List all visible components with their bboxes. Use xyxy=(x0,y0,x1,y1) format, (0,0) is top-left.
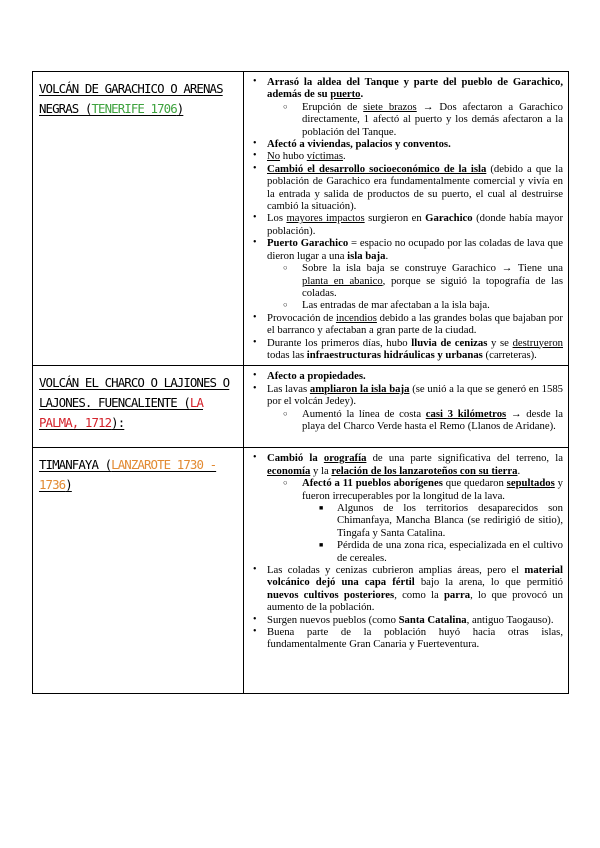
volcano-heading xyxy=(39,373,237,433)
bullet-list-level-1 xyxy=(244,76,563,361)
text-run: orografía xyxy=(323,452,367,465)
volcano-row xyxy=(33,366,569,448)
list-item xyxy=(244,383,563,433)
text-run: → desde la playa del Charco Verde hasta el Remo (Llanos de Aridane). xyxy=(302,407,564,432)
list-item xyxy=(244,452,563,564)
list-item xyxy=(316,502,563,539)
text-run: . xyxy=(360,88,364,101)
text-run: Durante los primeros días, hubo xyxy=(267,336,412,349)
text-run: (se unió a la que se generó en 1585 por el volcán Jedey). xyxy=(267,382,564,408)
text-run: Buena parte de la población huyó hacia otras islas, fundamentalmente Gran Canaria y Fuerteventura. xyxy=(267,626,563,651)
text-run: parra xyxy=(443,588,471,601)
text-run: Pérdida de una zona rica, especializada en el cultivo de cereales. xyxy=(337,539,563,564)
bullet-list-level-2 xyxy=(267,101,563,138)
text-run: No xyxy=(267,150,281,163)
text-run: de una parte significativa del terreno, la xyxy=(366,452,563,465)
heading-place-year: LA PALMA, 1712 xyxy=(39,395,204,431)
text-run: y la xyxy=(310,464,332,477)
text-run: Afectó a viviendas, palacios y conventos. xyxy=(267,138,451,151)
text-run: isla baja xyxy=(347,249,386,262)
text-run: relación de los lanzaroteños con su tierra xyxy=(331,464,518,477)
list-item xyxy=(244,150,563,162)
text-run: . xyxy=(343,150,346,163)
text-run: Los xyxy=(267,212,287,225)
text-run: y fueron irrecuperables por la longitud de la lava. xyxy=(302,477,564,502)
text-run: Erupción de xyxy=(302,100,364,113)
text-run: incendios xyxy=(335,311,377,324)
volcano-heading-cell xyxy=(33,72,244,366)
text-run: puerto xyxy=(330,88,361,101)
text-run: Las coladas y cenizas cubrieron amplias áreas, pero el xyxy=(267,564,525,576)
heading-place-year: TENERIFE 1706 xyxy=(91,101,177,116)
text-run: Aumentó la línea de costa xyxy=(302,407,426,420)
list-item xyxy=(281,299,563,311)
text-run: y se xyxy=(487,336,513,349)
text-run: Las lavas xyxy=(267,382,310,395)
bullet-list-level-2 xyxy=(267,477,563,564)
list-item xyxy=(244,626,563,651)
text-run: víctimas xyxy=(306,150,343,163)
volcano-table xyxy=(32,71,569,694)
volcano-heading-cell xyxy=(33,366,244,448)
text-run: economía xyxy=(267,464,311,477)
text-run: material volcánico dejó una capa fértil xyxy=(267,564,563,589)
bullet-list-level-3 xyxy=(302,502,563,564)
list-item xyxy=(244,370,563,382)
text-run: mayores impactos xyxy=(286,212,365,225)
text-run: , antiguo Taogauso). xyxy=(466,613,554,626)
list-item xyxy=(244,564,563,614)
list-item xyxy=(244,212,563,237)
list-item xyxy=(244,76,563,138)
text-run: sepultados xyxy=(506,477,555,490)
text-run: planta en abanico xyxy=(302,274,383,287)
volcano-effects-cell xyxy=(244,72,569,366)
volcano-row xyxy=(33,72,569,366)
text-run: = espacio no ocupado por las coladas de lava que dieron lugar a una xyxy=(267,237,563,262)
text-run: debido a las grandes bolas que bajaban por el barranco y afectaban a gran parte de la ciudad. xyxy=(267,311,563,337)
text-run: nuevos cultivos posteriores xyxy=(267,588,395,601)
bullet-list-level-2 xyxy=(267,408,563,433)
list-item xyxy=(281,477,563,564)
text-run: surgieron en xyxy=(364,212,426,225)
list-item xyxy=(316,539,563,564)
volcano-heading-cell xyxy=(33,448,244,694)
text-run: casi 3 kilómetros xyxy=(425,407,507,420)
text-run: Algunos de los territorios desaparecidos son Chimanfaya, Mancha Blanca (se redirigió de sitio), Tingafa y Santa Catalina. xyxy=(337,501,563,539)
text-run: bajo la arena, lo que permitió xyxy=(414,576,563,589)
text-run: Garachico xyxy=(425,212,473,225)
text-run: , porque se siguió la topografía de las coladas. xyxy=(302,274,563,299)
text-run: que quedaron xyxy=(442,477,507,490)
list-item xyxy=(244,312,563,337)
text-run: Arrasó la aldea del Tanque y parte del pueblo de Garachico, además de su xyxy=(267,76,563,101)
text-run: lluvia de cenizas xyxy=(411,336,488,349)
heading-suffix: ) xyxy=(65,477,72,493)
text-run: ampliaron la isla baja xyxy=(309,382,410,395)
list-item xyxy=(244,337,563,362)
volcano-heading xyxy=(39,455,237,495)
text-run: , lo que provocó un aumento de la población. xyxy=(267,588,563,614)
heading-name: TIMANFAYA ( xyxy=(39,457,112,473)
text-run: hubo xyxy=(280,150,307,163)
text-run: (carreteras). xyxy=(482,348,537,361)
list-item xyxy=(244,237,563,311)
text-run: (debido a que la población de Garachico era fundamentalmente comercial y vivía en la entrada y salida de productos de su puerto, el cual al destruirse cambió la situación). xyxy=(267,162,563,213)
text-run: Cambió la xyxy=(267,452,324,465)
heading-place-year: LANZAROTE 1730 - 1736 xyxy=(39,457,217,493)
bullet-list-level-1 xyxy=(244,370,563,432)
text-run: Surgen nuevos pueblos (como xyxy=(267,613,399,626)
volcano-effects-cell xyxy=(244,366,569,448)
text-run: → Dos afectaron a Garachico directamente, 1 afectó al puerto y los demás afectaron a la población del Tanque. xyxy=(302,100,564,138)
list-item xyxy=(244,614,563,626)
bullet-list-level-2 xyxy=(267,262,563,312)
volcano-effects-cell xyxy=(244,448,569,694)
text-run: destruyeron xyxy=(512,336,564,349)
text-run: siete brazos xyxy=(363,100,417,113)
text-run: infraestructuras hidráulicas y urbanas xyxy=(306,348,483,361)
text-run: Cambió el desarrollo socioeconómico de la isla xyxy=(267,162,487,175)
text-run: (donde había mayor población). xyxy=(267,212,564,237)
list-item xyxy=(281,408,563,433)
text-run: Provocación de xyxy=(267,311,336,324)
heading-name: VOLCÁN DE GARACHICO O ARENAS NEGRAS ( xyxy=(39,81,223,116)
list-item xyxy=(281,262,563,299)
text-run: Afectó a 11 pueblos aborígenes xyxy=(302,477,443,490)
text-run: , como la xyxy=(394,588,444,601)
text-run: . xyxy=(517,464,521,477)
text-run: Santa Catalina xyxy=(398,613,467,626)
heading-suffix: ): xyxy=(111,415,125,431)
text-run: . xyxy=(385,249,389,262)
text-run: Puerto Garachico xyxy=(267,237,349,250)
volcano-row xyxy=(33,448,569,694)
list-item xyxy=(281,101,563,138)
list-item xyxy=(244,163,563,213)
text-run: Afecto a propiedades. xyxy=(267,370,366,383)
heading-name: VOLCÁN EL CHARCO O LAJIONES O LAJONES. FUENCALIENTE ( xyxy=(39,375,230,411)
list-item xyxy=(244,138,563,150)
text-run: Las entradas de mar afectaban a la isla baja. xyxy=(302,299,490,312)
heading-suffix: ) xyxy=(176,101,184,116)
text-run: todas las xyxy=(267,348,307,361)
text-run: Sobre la isla baja se construye Garachico → Tiene una xyxy=(302,262,563,275)
bullet-list-level-1 xyxy=(244,452,563,651)
volcano-heading xyxy=(39,79,237,119)
